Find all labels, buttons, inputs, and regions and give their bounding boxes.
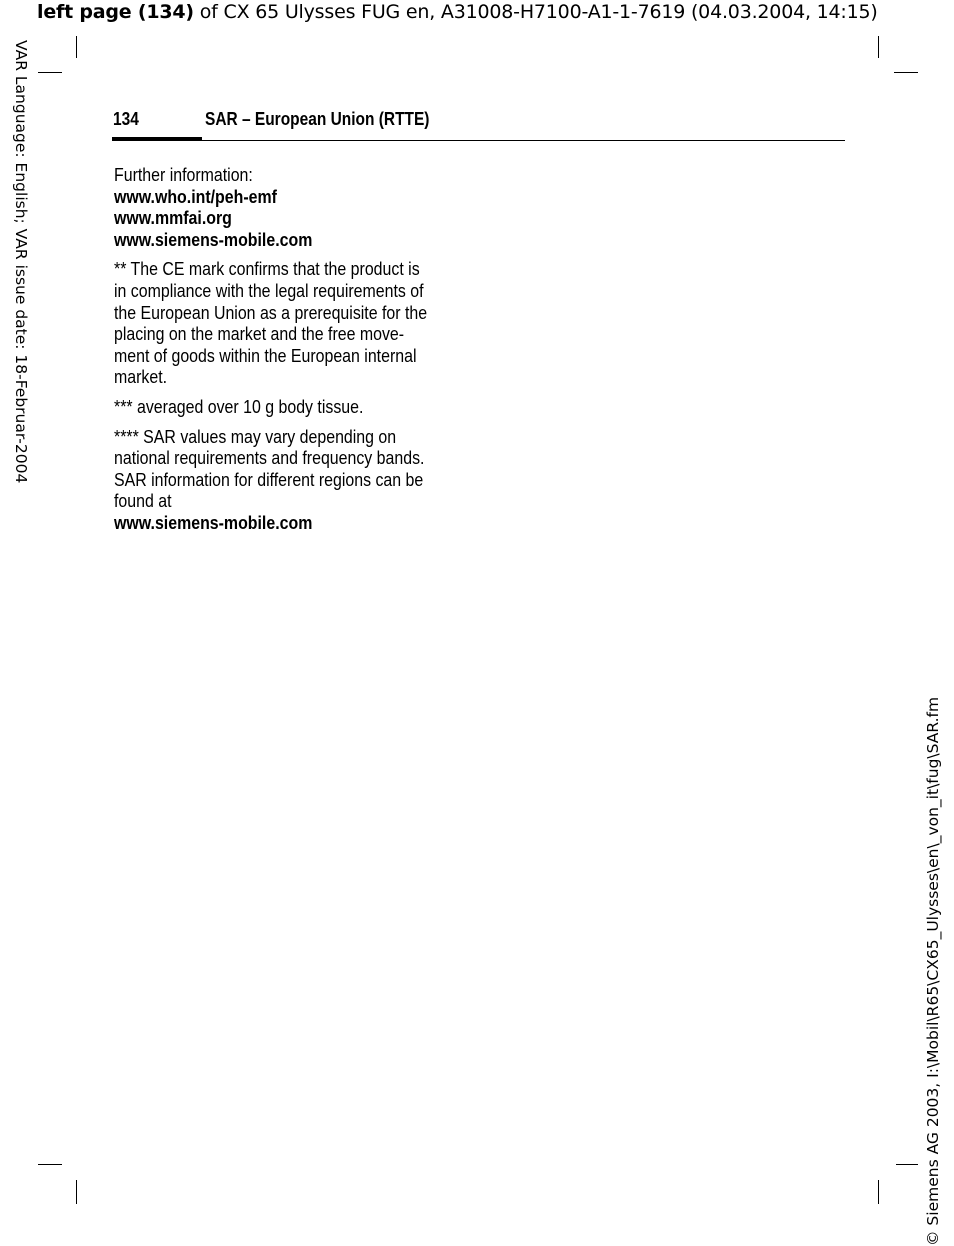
link-who[interactable]: www.who.int/peh-emf [114, 185, 277, 207]
sar-values-note [114, 426, 458, 534]
ce-mark-line: the European Union as a prerequisite for the [114, 301, 428, 323]
link-siemens-mobile[interactable]: www.siemens-mobile.com [114, 228, 313, 250]
sar-values-line: national requirements and frequency bands. [114, 447, 425, 469]
averaged-line: *** averaged over 10 g body tissue. [114, 395, 364, 417]
ce-mark-line: market. [114, 366, 168, 388]
header-rule [112, 140, 845, 141]
print-header [37, 0, 878, 24]
print-header-details: of CX 65 Ulysses FUG en, A31008-H7100-A1-1-7619 (04.03.2004, 14:15) [193, 1, 878, 23]
ce-mark-line: ment of goods within the European internal [114, 344, 417, 366]
ce-mark-line: placing on the market and the free move- [114, 323, 405, 345]
ce-mark-note [114, 258, 458, 388]
further-info-label: Further information: [114, 164, 253, 185]
sar-values-line: found at [114, 490, 172, 512]
file-path-margin-note: © Siemens AG 2003, I:\Mobil\R65\CX65_Ulysses\en\_von_it\fug\SAR.fm [924, 696, 942, 1246]
page-number: 134 [113, 109, 139, 129]
averaged-note [114, 396, 458, 418]
link-siemens-mobile-sar[interactable]: www.siemens-mobile.com [114, 511, 313, 533]
print-header-page-label: left page (134) [37, 1, 194, 23]
sar-values-line: SAR information for different regions can be [114, 468, 424, 490]
crop-mark [878, 1180, 879, 1204]
sar-values-line: **** SAR values may vary depending on [114, 425, 397, 447]
crop-mark [38, 72, 62, 73]
main-content [114, 164, 458, 542]
link-mmfai[interactable]: www.mmfai.org [114, 207, 232, 229]
crop-mark [894, 72, 918, 73]
var-language-margin-note: VAR Language: English; VAR issue date: 18-Februar-2004 [12, 40, 30, 484]
crop-mark [76, 1180, 77, 1204]
crop-mark [896, 1164, 918, 1165]
ce-mark-line: in compliance with the legal requirements of [114, 279, 424, 301]
crop-mark [76, 36, 77, 58]
crop-mark [878, 36, 879, 58]
page-title: SAR – European Union (RTTE) [205, 109, 430, 129]
further-info-block [114, 164, 458, 250]
ce-mark-line: ** The CE mark confirms that the product is [114, 258, 420, 280]
crop-mark [38, 1164, 62, 1165]
